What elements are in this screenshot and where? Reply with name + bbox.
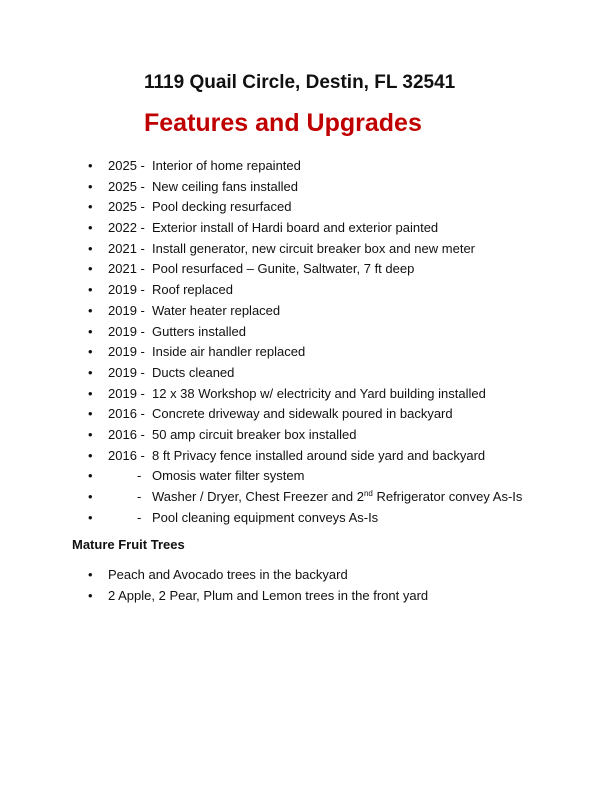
- item-year: 2016 -: [108, 426, 145, 442]
- ordinal-suffix: nd: [363, 489, 373, 498]
- item-text: Interior of home repainted: [152, 158, 301, 173]
- item-text-after: Refrigerator convey As-Is: [372, 489, 523, 504]
- item-text: 12 x 38 Workshop w/ electricity and Yard building installed: [152, 385, 486, 401]
- bullet-icon: •: [88, 364, 93, 380]
- item-year: 2016 -: [108, 406, 145, 422]
- item-text: Concrete driveway and sidewalk poured in backyard: [152, 406, 453, 422]
- item-text: Water heater replaced: [152, 302, 281, 318]
- item-text: Pool cleaning equipment conveys As-Is: [152, 509, 379, 525]
- bullet-icon: •: [88, 406, 93, 422]
- bullet-icon: •: [88, 282, 93, 298]
- property-address: 1119 Quail Circle, Destin, FL 32541: [144, 72, 456, 93]
- item-text: Omosis water filter system: [152, 468, 305, 484]
- bullet-icon: •: [88, 178, 93, 194]
- item-text: Roof replaced: [152, 282, 233, 298]
- item-text-before: Washer / Dryer, Chest Freezer and 2: [152, 489, 364, 504]
- item-text: New ceiling fans installed: [152, 178, 298, 194]
- item-year: 2019 -: [108, 323, 145, 339]
- item-year: 2025 -: [108, 158, 145, 173]
- features-heading: Features and Upgrades: [144, 109, 422, 137]
- item-year: 2022 -: [108, 220, 145, 236]
- item-text: 2 Apple, 2 Pear, Plum and Lemon trees in the front yard: [108, 587, 429, 603]
- item-text: Ducts cleaned: [152, 364, 235, 380]
- item-year: 2025 -: [108, 178, 145, 194]
- bullet-icon: •: [88, 567, 93, 582]
- bullet-icon: •: [88, 489, 93, 504]
- item-text: Inside air handler replaced: [152, 344, 306, 360]
- item-text: Pool decking resurfaced: [152, 199, 292, 215]
- item-year: 2019 -: [108, 302, 145, 318]
- item-dash: -: [137, 509, 142, 525]
- item-year: 2019 -: [108, 282, 145, 298]
- bullet-icon: •: [88, 199, 93, 215]
- item-year: 2019 -: [108, 385, 145, 401]
- item-year: 2019 -: [108, 344, 145, 360]
- bullet-icon: •: [88, 447, 93, 463]
- bullet-icon: •: [88, 587, 93, 603]
- item-text: [152, 487, 522, 507]
- item-text: Install generator, new circuit breaker box and new meter: [152, 240, 476, 256]
- item-year: 2021 -: [108, 261, 145, 277]
- item-dash: -: [137, 468, 142, 484]
- item-text: Pool resurfaced – Gunite, Saltwater, 7 ft deep: [152, 261, 415, 277]
- bullet-icon: •: [88, 468, 93, 484]
- bullet-icon: •: [88, 261, 93, 277]
- bullet-icon: •: [88, 302, 93, 318]
- item-text: 8 ft Privacy fence installed around side yard and backyard: [152, 447, 486, 463]
- bullet-icon: •: [88, 344, 93, 360]
- bullet-icon: •: [88, 426, 93, 442]
- bullet-icon: •: [88, 220, 93, 236]
- bullet-icon: •: [88, 158, 93, 173]
- item-year: 2016 -: [108, 447, 145, 463]
- bullet-icon: •: [88, 509, 93, 525]
- item-year: 2021 -: [108, 240, 145, 256]
- item-year: 2025 -: [108, 199, 145, 215]
- bullet-icon: •: [88, 323, 93, 339]
- item-text: 50 amp circuit breaker box installed: [152, 426, 357, 442]
- item-dash: -: [137, 489, 142, 504]
- item-year: 2019 -: [108, 364, 145, 380]
- bullet-icon: •: [88, 385, 93, 401]
- item-text: Exterior install of Hardi board and exterior painted: [152, 220, 439, 236]
- item-text: Peach and Avocado trees in the backyard: [108, 567, 348, 582]
- fruit-trees-heading: Mature Fruit Trees: [72, 537, 185, 552]
- bullet-icon: •: [88, 240, 93, 256]
- item-text: Gutters installed: [152, 323, 246, 339]
